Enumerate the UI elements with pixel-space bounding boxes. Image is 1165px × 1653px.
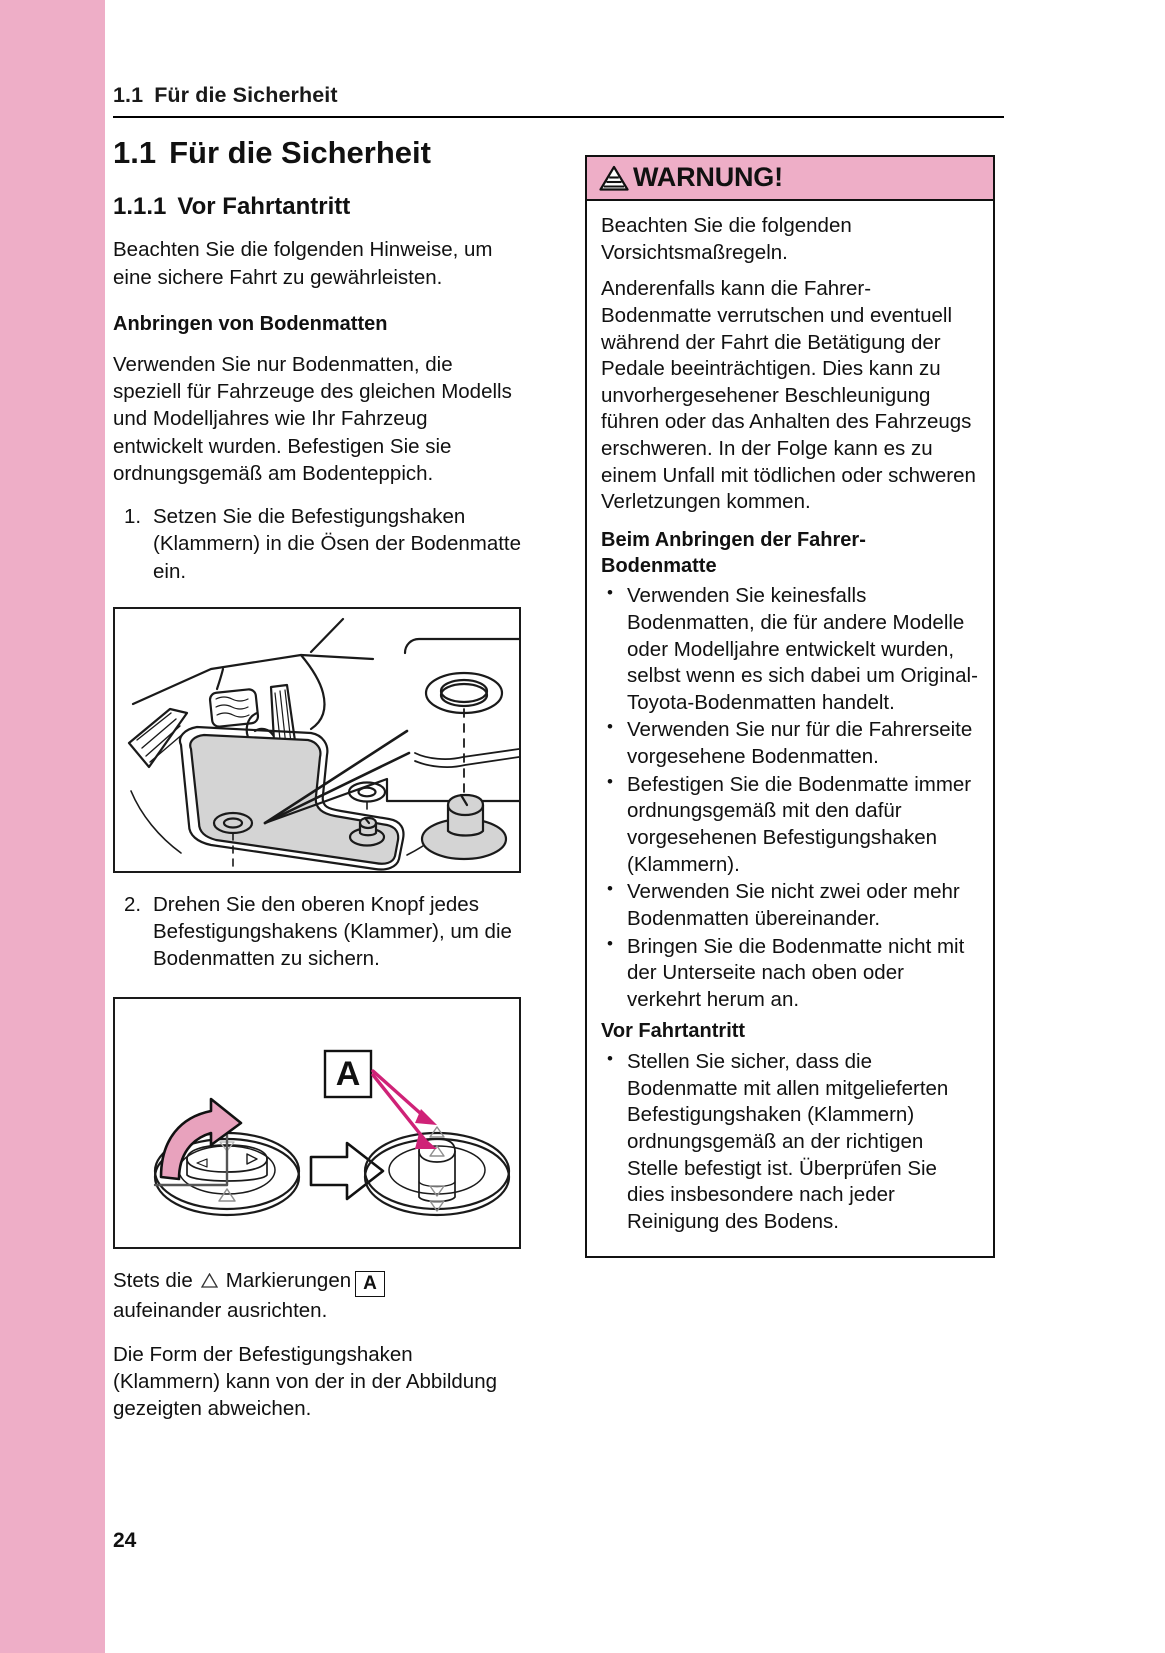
right-column [585, 155, 995, 1258]
running-header-title: Für die Sicherheit [154, 83, 338, 107]
section-number: 1.1 [113, 135, 157, 170]
step-text: Setzen Sie die Befestigungshaken (Klammern) in die Ösen der Bodenmatte ein. [153, 505, 522, 583]
step-text: Drehen Sie den oberen Knopf jedes Befestigungshakens (Klammer), um die Bodenmatten zu sichern. [153, 892, 512, 971]
warning-group-heading-2: Vor Fahrtantritt [601, 1020, 746, 1043]
triangle-marker-icon [201, 1273, 218, 1288]
floor-mat-illustration [115, 609, 519, 871]
caption-text-post: aufeinander ausrichten. [113, 1299, 328, 1323]
section-title-text: Für die Sicherheit [169, 135, 431, 170]
heading-anbringen-von-bodenmatten: Anbringen von Bodenmatten [113, 312, 388, 335]
figure-floor-mat [113, 607, 521, 873]
intro-paragraph: Beachten Sie die folgenden Hinweise, um eine sichere Fahrt zu gewährleisten. [113, 238, 493, 289]
warning-bullet-list-1 [601, 583, 979, 1013]
warning-box-header [587, 157, 993, 201]
caption-text-pre: Stets die [113, 1268, 193, 1292]
step-list-2 [113, 891, 523, 973]
list-item: • Bringen Sie die Bodenmatte nicht mit der Unterseite nach oben oder verkehrt herum an. [601, 934, 979, 1014]
figure-knob-rotation [113, 997, 521, 1249]
step-marker: 2. [124, 892, 142, 916]
list-item: • Verwenden Sie nicht zwei oder mehr Bodenmatten übereinander. [601, 879, 979, 932]
step-marker: 1. [124, 505, 142, 529]
list-item [113, 503, 523, 585]
paragraph-bodenmatten: Verwenden Sie nur Bodenmatten, die speziell für Fahrzeuge des gleichen Modells und Modelljahres wie Ihr Fahrzeug entwickelt wurden. Befestigen Sie sie ordnungsgemäß am Bodenteppich. [113, 352, 512, 485]
page-content [113, 0, 1165, 1653]
note-shape-may-differ: Die Form der Befestigungshaken (Klammern) kann von der in der Abbildung gezeigten abweichen. [113, 1342, 498, 1421]
page-edge-tab [0, 0, 105, 1653]
left-column [113, 136, 523, 1438]
warning-bullet-list-2 [601, 1049, 979, 1235]
subsection-title-text: Vor Fahrtantritt [177, 192, 351, 220]
list-item [113, 891, 523, 973]
warning-box-body [587, 201, 993, 1256]
knob-rotation-illustration [115, 999, 519, 1247]
list-item: • Verwenden Sie keinesfalls Bodenmatten, die für andere Modelle oder Modelljahre entwickelt wurden, selbst wenn es sich dabei um Original-Toyota-Bodenmatten handelt. [601, 583, 979, 716]
callout-label-a: A [335, 1054, 361, 1093]
header-divider [113, 116, 1004, 118]
caption-text-mid: Markierungen [225, 1268, 352, 1292]
warning-group-heading-1: Beim Anbringen der Fahrer-Bodenmatte [601, 529, 866, 577]
list-item: • Verwenden Sie nur für die Fahrerseite vorgesehene Bodenmatten. [601, 717, 979, 770]
list-item: • Befestigen Sie die Bodenmatte immer ordnungsgemäß mit den dafür vorgesehenen Befestigungshaken (Klammern). [601, 772, 979, 879]
warning-paragraph: Anderenfalls kann die Fahrer-Bodenmatte verrutschen und eventuell während der Fahrt die Betätigung der Pedale beeinträchtigen. Dies kann zu unvorhergesehener Beschleunigung führen oder das Anhalten des Fahrzeugs erschweren. In der Folge kann es zu einem Unfall mit tödlichen oder schweren Verletzungen kommen. [601, 277, 976, 514]
running-header-number: 1.1 [113, 83, 144, 107]
warning-box [585, 155, 995, 1258]
caption-box-label-a: A [355, 1271, 385, 1298]
list-item: • Stellen Sie sicher, dass die Bodenmatte mit allen mitgelieferten Befestigungshaken (Klammern) ordnungsgemäß an der richtigen Stelle befestigt ist. Überprüfen Sie dies insbesondere nach jeder Reinigung des Bodens. [601, 1049, 979, 1235]
warning-triangle-icon [599, 165, 629, 191]
warning-box-title: WARNUNG! [633, 162, 783, 192]
subsection-title [113, 193, 523, 221]
subsection-number: 1.1.1 [113, 192, 167, 220]
page-number: 24 [113, 1529, 137, 1552]
caption-alignment [113, 1267, 523, 1325]
warning-paragraph: Beachten Sie die folgenden Vorsichtsmaßregeln. [601, 214, 852, 264]
step-list-1 [113, 503, 523, 585]
running-header [113, 83, 1004, 108]
section-title [113, 136, 523, 171]
